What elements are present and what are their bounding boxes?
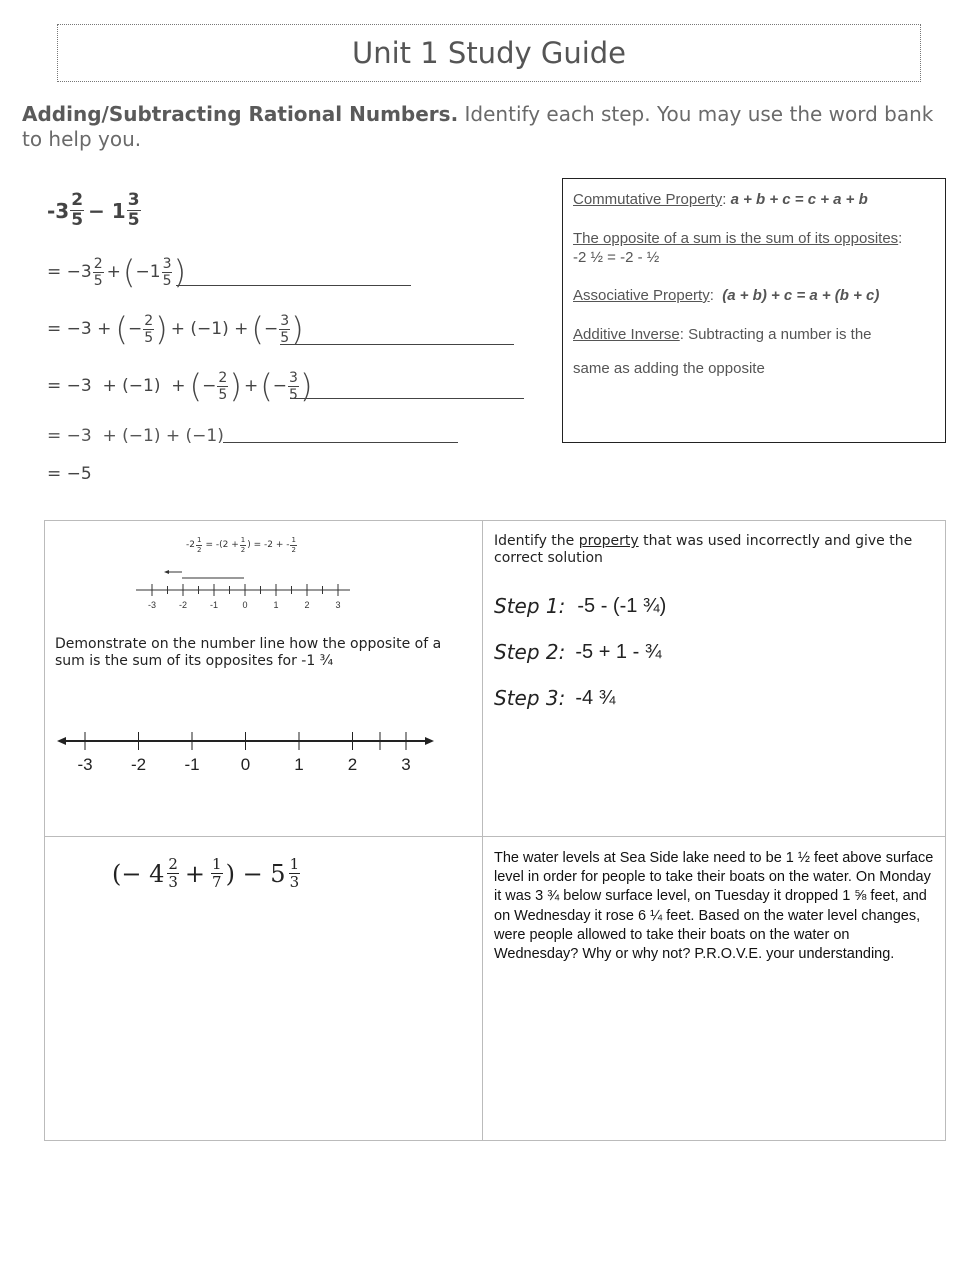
commutative-label: Commutative Property <box>573 191 723 208</box>
tick-label: -3 <box>147 600 157 610</box>
tick-label: 3 <box>401 755 411 774</box>
tick-label: -2 <box>178 600 188 610</box>
step-4-text: = −3 + (−1) + (−1) <box>47 426 224 446</box>
tick-label: 2 <box>304 600 310 610</box>
answer-blank-1[interactable] <box>176 285 411 286</box>
associative-formula: (a + b) + c = a + (b + c) <box>722 287 880 304</box>
tick-label: 0 <box>240 755 251 774</box>
start-minus: − 1 <box>88 198 126 223</box>
fraction: $\frac{1}{2}$ <box>291 536 296 554</box>
fraction: $\frac{1}{2}$ <box>240 536 246 554</box>
result-text: = −5 <box>47 464 92 484</box>
fraction: $\frac{2}{5}$ <box>144 312 154 346</box>
fraction: $\frac{3}{5}$ <box>127 190 140 230</box>
fraction: $\frac{1}{7}$ <box>212 855 222 891</box>
step-row: Step 1: -5 - (-1 ¾) <box>494 594 667 618</box>
problem-step-3: = −3 + (−1) + ( − $\frac{2}{5}$ ) + ( − $\frac{3}{5}$ ) <box>47 367 313 405</box>
grid-divider-vertical <box>482 520 483 1141</box>
step-2-lead: = −3 + <box>47 319 112 340</box>
answer-blank-4[interactable] <box>223 442 458 443</box>
step-row: Step 3: -4 ¾ <box>494 686 616 710</box>
step-3-neg: − <box>202 376 217 397</box>
inverse-label: Additive Inverse <box>573 326 680 343</box>
problem-start <box>47 192 142 229</box>
property-word: property <box>578 533 639 549</box>
problem-step-1: = −3 $\frac{2}{5}$ + ( −1 $\frac{3}{5}$ ) <box>47 253 187 291</box>
fraction: $\frac{2}{5}$ <box>218 369 228 403</box>
number-line-prompt: Demonstrate on the number line how the opposite of a sum is the sum of its opposites for -1 ¾ <box>55 636 442 669</box>
instructions <box>22 102 942 152</box>
step-1-plus: + <box>106 262 121 283</box>
step-2-neg: − <box>263 319 279 340</box>
tick-label: 1 <box>273 600 279 610</box>
instructions-text: Identify each step. You may use the word bank to help you. <box>22 102 934 151</box>
tick-label: 0 <box>242 600 248 610</box>
fraction: $\frac{1}{3}$ <box>289 855 300 891</box>
problem-result <box>47 464 92 484</box>
fraction: $\frac{2}{3}$ <box>168 855 178 891</box>
fraction: $\frac{3}{5}$ <box>289 369 298 403</box>
answer-blank-2[interactable] <box>280 344 514 345</box>
tick-label: 1 <box>294 755 304 774</box>
word-bank: Commutative Property: a + b + c = c + a + b The opposite of a sum is the sum of its opposites: -2 ½ = -2 - ½ Associative Property: (a + b) + c = a + (b + c) Additive Inverse: Subtracting a number is the same as adding the opposite <box>562 178 946 443</box>
opposite-example: -2 ½ = -2 - ½ <box>573 249 660 266</box>
step-3-lead: = −3 + (−1) + <box>47 376 186 397</box>
section-heading: Adding/Subtracting Rational Numbers. <box>22 102 459 126</box>
inverse-text-2: same as adding the opposite <box>573 360 765 377</box>
fraction: $\frac{1}{2}$ <box>196 536 202 554</box>
tick-label: 2 <box>347 755 358 774</box>
step-1-lead: = −3 <box>47 262 92 283</box>
fraction: $\frac{2}{5}$ <box>71 190 84 230</box>
property-prompt: Identify the property that was used incorrectly and give the correct solution <box>494 533 913 566</box>
step-1-inner: −1 <box>135 262 161 283</box>
fraction: $\frac{2}{5}$ <box>93 255 103 289</box>
step-row: Step 2: -5 + 1 - ¾ <box>494 640 662 664</box>
property-steps <box>494 583 666 721</box>
step-3-neg: − <box>272 376 288 397</box>
fraction: $\frac{3}{5}$ <box>280 312 290 346</box>
fraction: $\frac{3}{5}$ <box>162 255 172 289</box>
step-2-neg: − <box>127 319 143 340</box>
tick-label: -1 <box>209 600 219 610</box>
opposite-label: The opposite of a sum is the sum of its opposites <box>573 230 899 247</box>
number-line[interactable] <box>54 725 439 777</box>
tick-label: 3 <box>335 600 341 610</box>
word-problem: The water levels at Sea Side lake need to be 1 ½ feet above surface level in order for people to take their boats on the water. On Monday it was 3 ¾ below surface level, on Tuesday it dropped 1 ⅝ feet, and on Wednesday it rose 6 ¼ feet. Based on the water level changes, were people allowed to take their boats on the water on Wednesday? Why or why not? P.R.O.V.E. your understanding. <box>494 850 934 963</box>
page-title: Unit 1 Study Guide <box>57 24 921 82</box>
commutative-formula: a + b + c = c + a + b <box>730 191 868 208</box>
associative-label: Associative Property <box>573 287 710 304</box>
grid-divider-horizontal <box>44 836 946 837</box>
start-whole: -3 <box>47 198 70 223</box>
problem-step-4 <box>47 426 224 446</box>
problem-step-2: = −3 + ( − $\frac{2}{5}$ ) + (−1) + ( − $\frac{3}{5}$ ) <box>47 310 304 348</box>
tick-label: -2 <box>130 755 147 774</box>
answer-blank-3[interactable] <box>290 398 524 399</box>
step-2-mid: + (−1) + <box>170 319 249 340</box>
small-example: -2 $\frac{1}{2}$ = -(2 + $\frac{1}{2}$ ) = -2 + - $\frac{1}{2}$ <box>186 536 296 554</box>
tick-label: -1 <box>184 755 200 774</box>
small-number-line <box>128 564 358 614</box>
tick-label: -3 <box>77 755 93 774</box>
expression: (− 4 $\frac{2}{3}$ + $\frac{1}{7}$ ) − 5 $\frac{1}{3}$ <box>112 855 300 891</box>
step-3-plus: + <box>243 376 259 397</box>
inverse-text-1: : Subtracting a number is the <box>679 326 872 343</box>
